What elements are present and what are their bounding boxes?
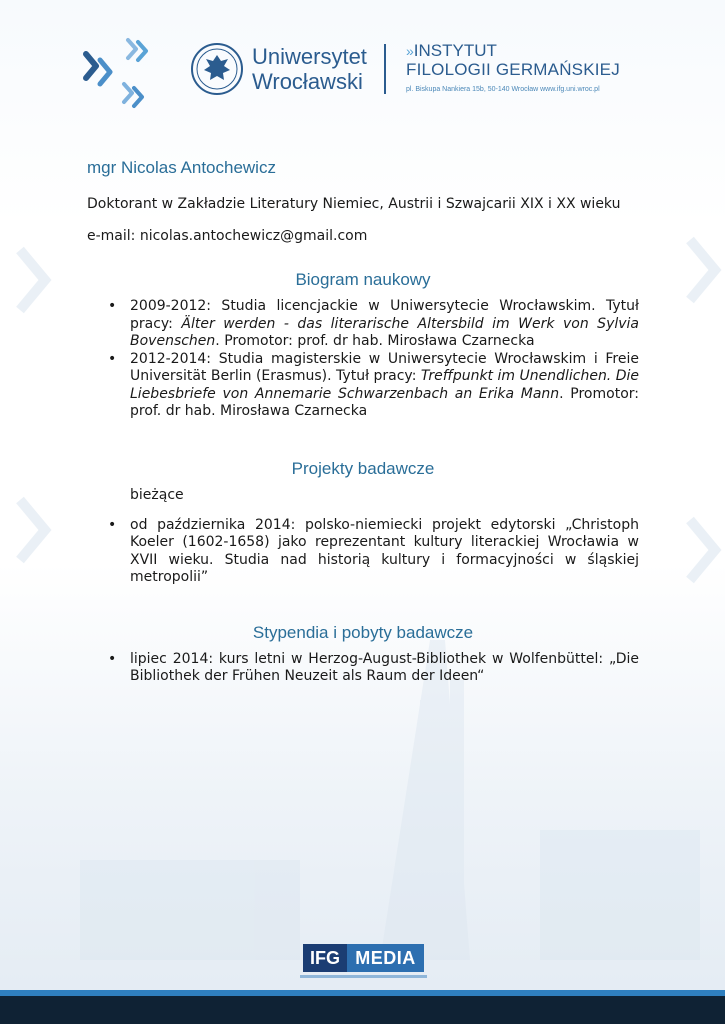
letterhead	[0, 0, 725, 120]
list-item: • od października 2014: polsko-niemiecki projekt edytorski „Christoph Koeler (1602-1658) jako reprezentant kultury literackiej Wrocławia w XVII wieku. Studia nad historią kultury i formacyjności w śląskiej metropolii”	[130, 517, 639, 587]
projects-list	[87, 517, 639, 587]
person-name: mgr Nicolas Antochewicz	[87, 158, 276, 177]
biogram-item-supervisor: . Promotor: prof. dr hab. Mirosława Czarnecka	[130, 385, 639, 419]
institute-name-line1: INSTYTUT	[413, 41, 497, 60]
section-title-projects: Projekty badawcze	[291, 458, 435, 478]
thesis-title: Älter werden - das literarische Altersbild im Werk von Sylvia Bovenschen	[130, 315, 639, 349]
logo-part-ifg: IFG	[303, 944, 347, 972]
institute-name-line2: FILOLOGII GERMAŃSKIEJ	[406, 60, 620, 79]
list-item	[130, 298, 639, 351]
cv-content	[87, 158, 639, 686]
institute-prefix-mark: »	[406, 43, 414, 59]
university-seal-icon	[190, 42, 244, 96]
biogram-list	[87, 298, 639, 421]
section-title-biogram: Biogram naukowy	[295, 270, 431, 289]
institute-address: pl. Biskupa Nankiera 15b, 50-140 Wrocław www.ifg.uni.wroc.pl	[406, 86, 600, 93]
list-item	[130, 351, 639, 421]
university-name	[252, 44, 367, 94]
section-title-scholarships: Stypendia i pobyty badawcze	[252, 622, 474, 642]
university-name-line1: Uniwersytet	[252, 44, 367, 69]
institute-name	[406, 42, 620, 93]
ifg-media-logo	[303, 944, 424, 972]
footer-bar	[0, 996, 725, 1024]
biogram-item-text: 2012-2014: Studia magisterskie w Uniwersytecie Wrocławskim i Freie Universität Berlin (Erasmus). Tytuł pracy:	[130, 350, 639, 384]
thesis-title: Treffpunkt im Unendlichen. Die Liebesbriefe von Annemarie Schwarzenbach an Erika Mann	[130, 368, 639, 402]
header-divider	[384, 44, 386, 94]
person-email[interactable]: e-mail: nicolas.antochewicz@gmail.com	[87, 228, 368, 244]
list-item: • lipiec 2014: kurs letni w Herzog-August-Bibliothek w Wolfenbüttel: „Die Bibliothek der Frühen Neuzeit als Raum der Ideen“	[130, 651, 639, 686]
biogram-item-supervisor: . Promotor: prof. dr hab. Mirosława Czarnecka	[215, 333, 535, 349]
university-name-line2: Wrocławski	[252, 69, 363, 94]
logo-tagline-strip	[300, 975, 427, 978]
logo-part-media: MEDIA	[347, 944, 424, 972]
person-position: Doktorant w Zakładzie Literatury Niemiec, Austrii i Szwajcarii XIX i XX wieku	[87, 196, 621, 212]
biogram-item-text: 2009-2012: Studia licencjackie w Uniwersytecie Wrocławskim. Tytuł pracy:	[130, 298, 639, 332]
chevron-arrows-logo	[80, 36, 160, 112]
projects-sub-label: bieżące	[130, 486, 184, 503]
scholarships-list	[87, 651, 639, 686]
